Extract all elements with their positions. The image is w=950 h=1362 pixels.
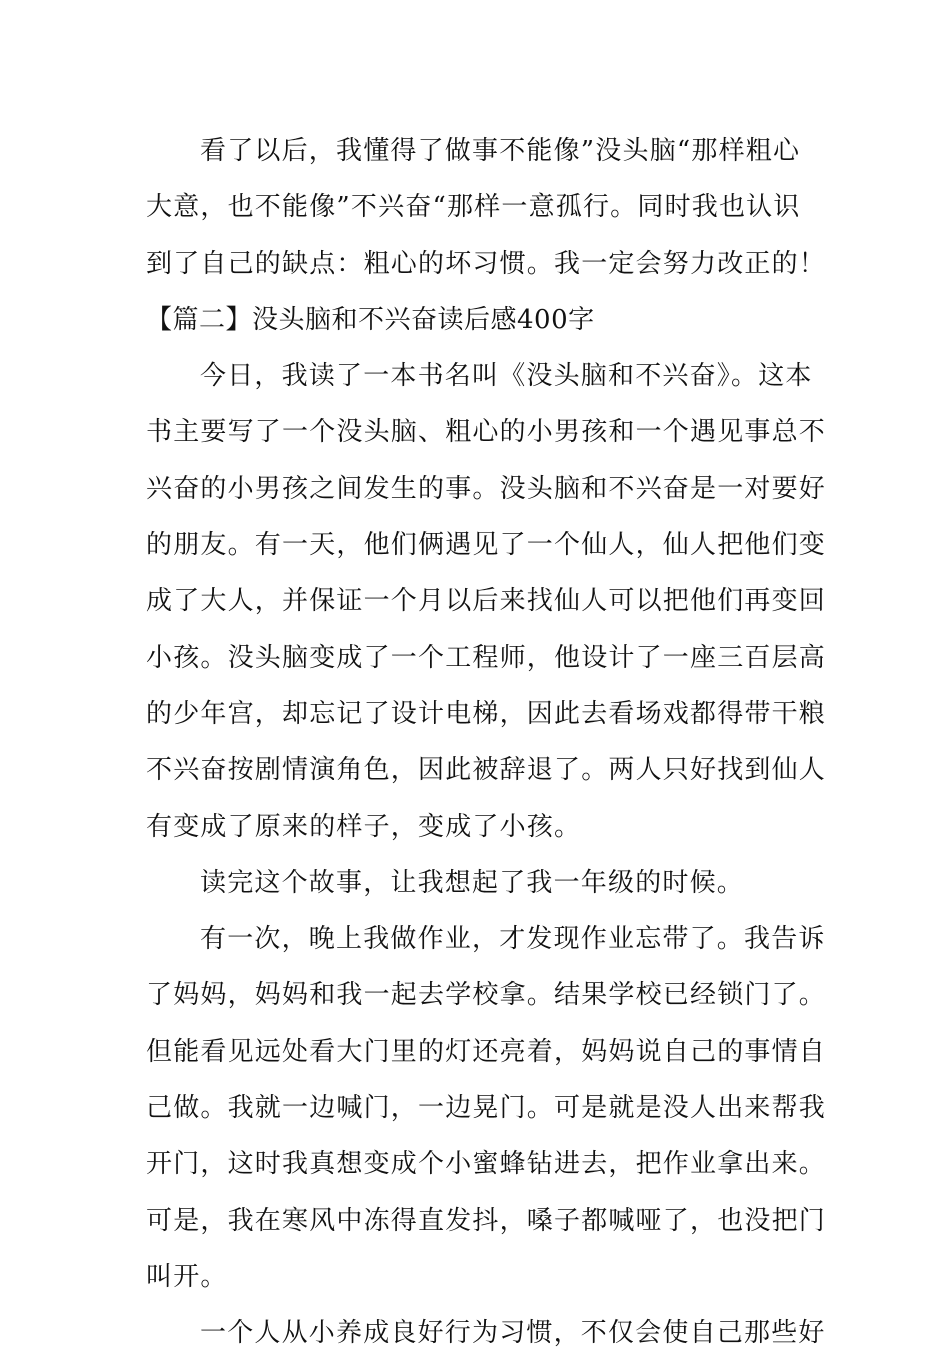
paragraph-line: 兴奋的小男孩之间发生的事。没头脑和不兴奋是一对要好 [146,473,827,504]
paragraph-line: 的朋友。有一天，他们俩遇见了一个仙人，仙人把他们变 [146,530,827,561]
paragraph-line: 己做。我就一边喊门，一边晃门。可是就是没人出来帮我 [146,1093,827,1124]
paragraph-line: 到了自己的缺点：粗心的坏习惯。我一定会努力改正的！ [146,248,827,279]
article-body [146,123,827,1362]
paragraph-line: 的少年宫，却忘记了设计电梯，因此去看场戏都得带干粮 [146,698,827,729]
paragraph-line: 了妈妈，妈妈和我一起去学校拿。结果学校已经锁门了。 [146,980,827,1011]
paragraph-line: 不兴奋按剧情演角色，因此被辞退了。两人只好找到仙人 [146,755,827,786]
paragraph-line: 小孩。没头脑变成了一个工程师，他设计了一座三百层高 [146,642,827,673]
paragraph-line: 今日，我读了一本书名叫《没头脑和不兴奋》。这本 [200,361,813,392]
section-heading: 【篇二】没头脑和不兴奋读后感400字 [146,304,595,335]
paragraph-line: 可是，我在寒风中冻得直发抖，嗓子都喊哑了，也没把门 [146,1205,827,1236]
paragraph-line: 但能看见远处看大门里的灯还亮着，妈妈说自己的事情自 [146,1036,827,1067]
paragraph-line: 看了以后，我懂得了做事不能像”没头脑“那样粗心 [200,136,801,166]
paragraph-line: 一个人从小养成良好行为习惯，不仅会使自己那些好 [200,1318,826,1349]
paragraph-line: 开门，这时我真想变成个小蜜蜂钻进去，把作业拿出来。 [146,1149,827,1180]
paragraph-line: 读完这个故事，让我想起了我一年级的时候。 [200,867,745,898]
paragraph-line: 有变成了原来的样子，变成了小孩。 [146,811,582,842]
paragraph-line: 书主要写了一个没头脑、粗心的小男孩和一个遇见事总不 [146,417,827,448]
paragraph-line: 有一次，晚上我做作业，才发现作业忘带了。我告诉 [200,924,826,955]
paragraph-line: 成了大人，并保证一个月以后来找仙人可以把他们再变回 [146,586,827,617]
paragraph-line: 叫开。 [146,1261,228,1292]
paragraph-line: 大意，也不能像”不兴奋“那样一意孤行。同时我也认识 [146,192,801,223]
